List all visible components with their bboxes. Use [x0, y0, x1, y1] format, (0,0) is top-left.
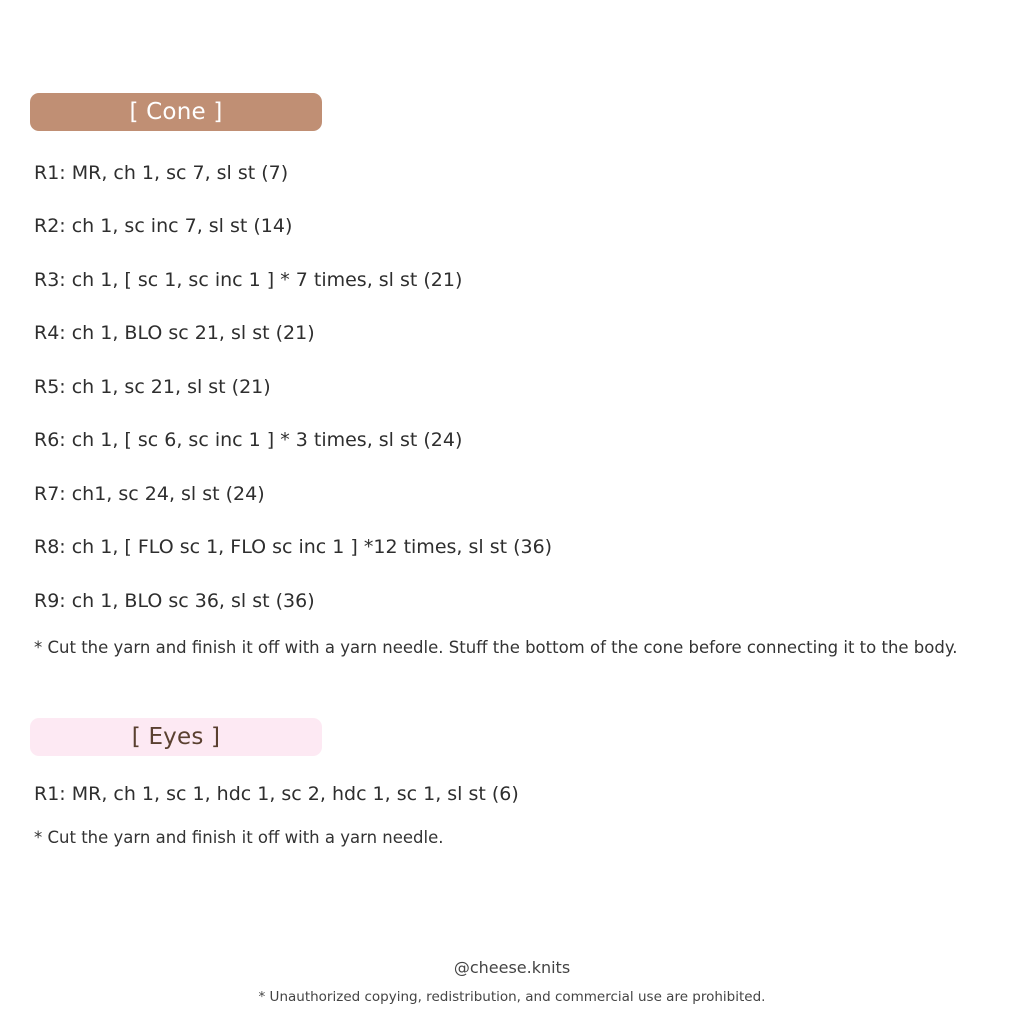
cone-row-8: R8: ch 1, [ FLO sc 1, FLO sc inc 1 ] *12 times, sl st (36) [34, 536, 553, 558]
cone-row-4: R4: ch 1, BLO sc 21, sl st (21) [34, 322, 315, 344]
eyes-row-1: R1: MR, ch 1, sc 1, hdc 1, sc 2, hdc 1, sc 1, sl st (6) [34, 783, 519, 805]
eyes-section-header: [ Eyes ] [30, 718, 322, 756]
eyes-note: * Cut the yarn and finish it off with a yarn needle. [34, 828, 444, 847]
cone-row-7: R7: ch1, sc 24, sl st (24) [34, 483, 265, 505]
cone-row-1: R1: MR, ch 1, sc 7, sl st (7) [34, 162, 289, 184]
cone-row-9: R9: ch 1, BLO sc 36, sl st (36) [34, 590, 315, 612]
author-handle: @cheese.knits [453, 958, 571, 977]
cone-note: * Cut the yarn and finish it off with a yarn needle. Stuff the bottom of the cone before connecting it to the body. [34, 638, 958, 657]
cone-section-header: [ Cone ] [30, 93, 322, 131]
copyright-disclaimer: * Unauthorized copying, redistribution, and commercial use are prohibited. [258, 989, 766, 1005]
cone-row-6: R6: ch 1, [ sc 6, sc inc 1 ] * 3 times, sl st (24) [34, 429, 463, 451]
cone-row-5: R5: ch 1, sc 21, sl st (21) [34, 376, 271, 398]
cone-row-3: R3: ch 1, [ sc 1, sc inc 1 ] * 7 times, sl st (21) [34, 269, 463, 291]
cone-row-2: R2: ch 1, sc inc 7, sl st (14) [34, 215, 293, 237]
